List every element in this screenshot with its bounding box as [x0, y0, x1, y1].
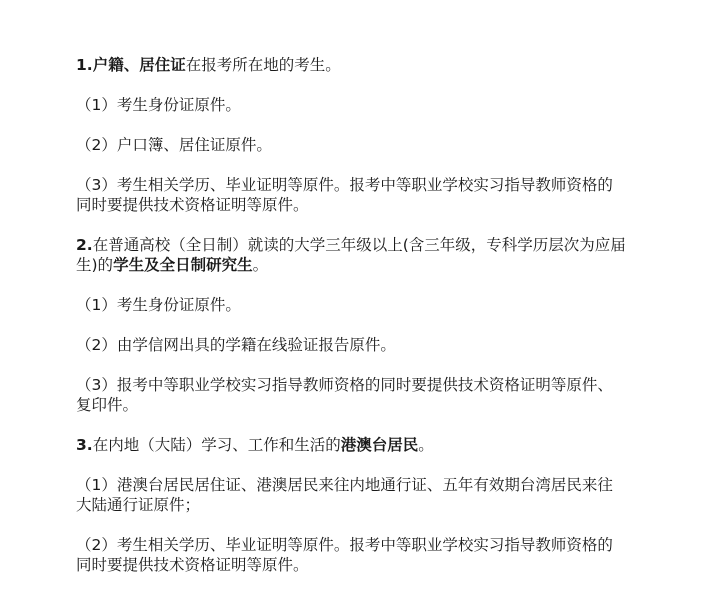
section-number: 2.: [76, 236, 93, 254]
heading-text: 在普通高校（全日制）就读的大学三年级以上(含三年级，专科学历层次为应届: [92, 236, 626, 254]
item-line: 大陆通行证原件；: [76, 496, 201, 514]
list-item: [76, 475, 656, 515]
item-line: 同时要提供技术资格证明等原件。: [76, 556, 309, 574]
item-line: （3）考生相关学历、毕业证明等原件。报考中等职业学校实习指导教师资格的: [76, 176, 613, 194]
list-item: [76, 295, 656, 315]
section-3-heading: [76, 435, 656, 455]
heading-text: 。: [252, 256, 269, 274]
section-number: 1.: [76, 56, 93, 74]
item-line: （1）考生身份证原件。: [76, 96, 241, 114]
list-item: [76, 95, 656, 115]
heading-bold: 学生及全日制研究生: [113, 256, 253, 274]
section-number: 3.: [76, 436, 93, 454]
item-line: （1）考生身份证原件。: [76, 296, 241, 314]
item-line: （2）户口簿、居住证原件。: [76, 136, 272, 154]
document-body: [76, 55, 656, 595]
item-line: 复印件。: [76, 396, 139, 414]
item-line: （2）由学信网出具的学籍在线验证报告原件。: [76, 336, 396, 354]
list-item: [76, 135, 656, 155]
list-item: [76, 535, 656, 575]
heading-text: 在内地（大陆）学习、工作和生活的: [92, 436, 341, 454]
section-2-heading: [76, 235, 656, 275]
heading-text: 生)的: [76, 256, 114, 274]
item-line: （2）考生相关学历、毕业证明等原件。报考中等职业学校实习指导教师资格的: [76, 536, 613, 554]
list-item: [76, 175, 656, 215]
list-item: [76, 375, 656, 415]
heading-text: 在报考所在地的考生。: [185, 56, 341, 74]
list-item: [76, 335, 656, 355]
item-line: （3）报考中等职业学校实习指导教师资格的同时要提供技术资格证明等原件、: [76, 376, 613, 394]
item-line: 同时要提供技术资格证明等原件。: [76, 196, 309, 214]
item-line: （1）港澳台居民居住证、港澳居民来往内地通行证、五年有效期台湾居民来往: [76, 476, 613, 494]
heading-text: 。: [418, 436, 434, 454]
section-1-heading: [76, 55, 656, 75]
heading-bold: 户籍、居住证: [92, 56, 186, 74]
heading-bold: 港澳台居民: [340, 436, 419, 454]
